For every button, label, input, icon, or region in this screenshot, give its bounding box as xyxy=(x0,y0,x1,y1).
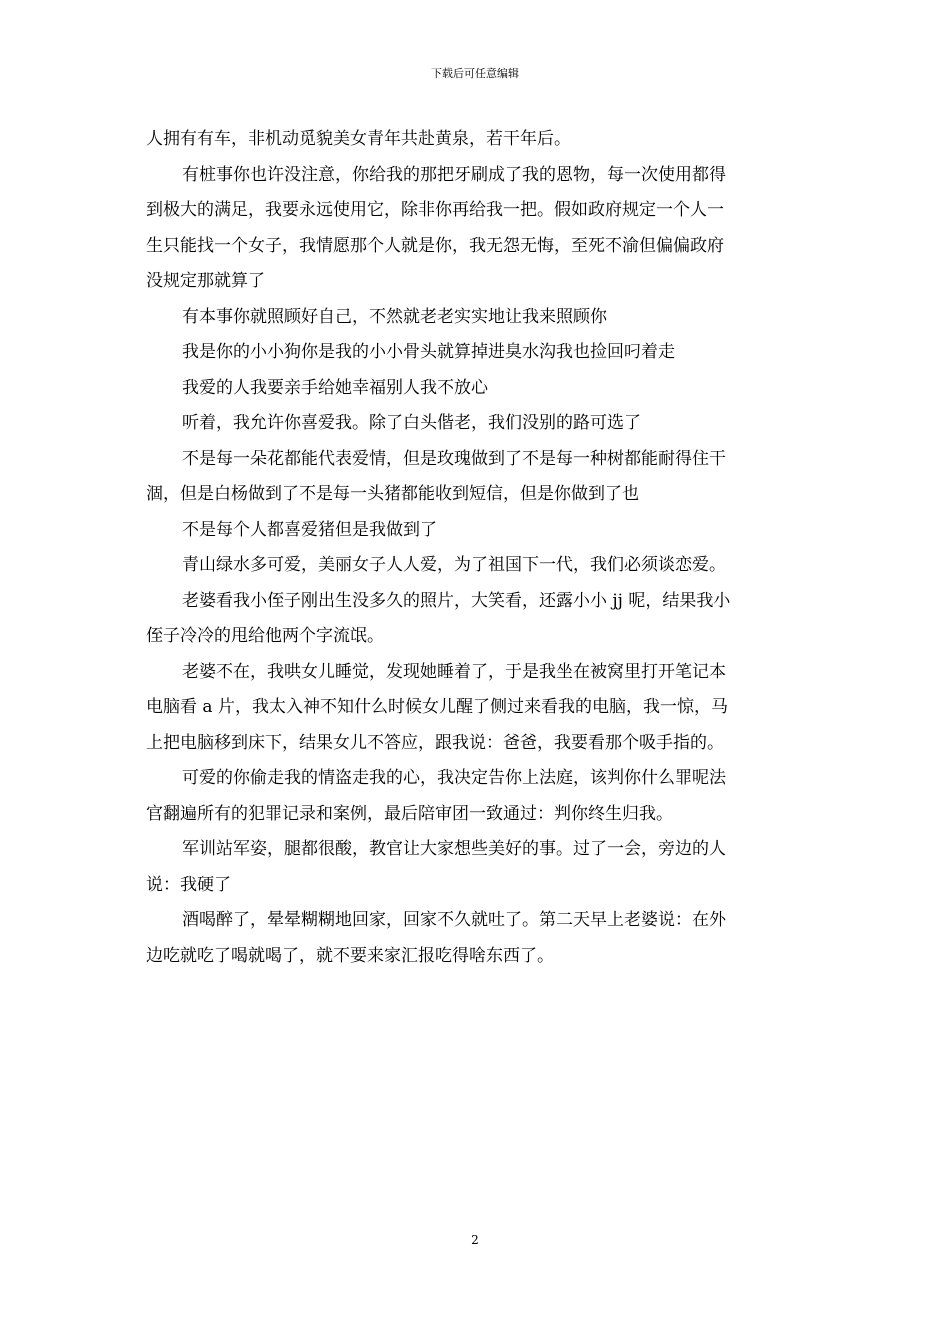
paragraph-line: 不是每一朵花都能代表爱情，但是玫瑰做到了不是每一种树都能耐得住干 xyxy=(182,448,726,469)
paragraph-line: 有本事你就照顾好自己，不然就老老实实地让我来照顾你 xyxy=(182,306,607,327)
paragraph-line: 电脑看 a 片，我太入神不知什么时候女儿醒了侧过来看我的电脑，我一惊，马 xyxy=(146,697,728,717)
paragraph-line: 酒喝醉了，晕晕糊糊地回家，回家不久就吐了。第二天早上老婆说：在外 xyxy=(182,910,726,930)
paragraph-line: 没规定那就算了 xyxy=(146,271,265,291)
paragraph xyxy=(146,300,808,336)
paragraph-line: 侄子冷冷的甩给他两个字流氓。 xyxy=(146,626,384,646)
paragraph-line: 人拥有有车，非机动觅貌美女青年共赴黄泉，若干年后。 xyxy=(146,129,571,149)
paragraph-line: 青山绿水多可爱，美丽女子人人爱，为了祖国下一代，我们必须谈恋爱。 xyxy=(182,555,726,575)
paragraph-line: 老婆不在，我哄女儿睡觉，发现她睡着了，于是我坐在被窝里打开笔记本 xyxy=(182,661,726,682)
paragraph xyxy=(146,761,808,832)
paragraph xyxy=(146,122,808,158)
paragraph xyxy=(146,442,808,513)
page-header: 下载后可任意编辑 xyxy=(431,67,519,80)
paragraph-line: 上把电脑移到床下，结果女儿不答应，跟我说：爸爸，我要看那个吸手指的。 xyxy=(146,732,724,753)
paragraph xyxy=(146,903,808,974)
paragraph-line: 有桩事你也许没注意，你给我的那把牙刷成了我的恩物，每一次使用都得 xyxy=(182,164,726,185)
paragraph xyxy=(146,584,808,655)
paragraph-line: 官翻遍所有的犯罪记录和案例，最后陪审团一致通过：判你终生归我。 xyxy=(146,803,673,824)
paragraph-line: 军训站军姿，腿都很酸，教官让大家想些美好的事。过了一会，旁边的人 xyxy=(182,839,726,859)
paragraph-line: 老婆看我小侄子刚出生没多久的照片，大笑看，还露小小 jj 呢，结果我小 xyxy=(182,590,731,611)
paragraph xyxy=(146,371,808,407)
paragraph xyxy=(146,513,808,549)
paragraph-line: 生只能找一个女子，我情愿那个人就是你，我无怨无悔，至死不渝但偏偏政府 xyxy=(146,235,724,256)
paragraph-line: 不是每个人都喜爱猪但是我做到了 xyxy=(182,519,437,540)
paragraph-line: 我是你的小小狗你是我的小小骨头就算掉进臭水沟我也捡回叼着走 xyxy=(182,342,675,362)
paragraph-line: 可爱的你偷走我的情盗走我的心，我决定告你上法庭，该判你什么罪呢法 xyxy=(182,768,726,788)
paragraph-line: 边吃就吃了喝就喝了，就不要来家汇报吃得啥东西了。 xyxy=(146,945,554,966)
paragraph xyxy=(146,406,808,442)
page-number: 2 xyxy=(471,1233,479,1247)
paragraph xyxy=(146,335,808,371)
paragraph xyxy=(146,655,808,762)
paragraph-line: 说：我硬了 xyxy=(146,874,231,895)
paragraph-line: 听着，我允许你喜爱我。除了白头偕老，我们没别的路可选了 xyxy=(182,413,641,433)
paragraph xyxy=(146,548,808,584)
paragraph xyxy=(146,158,808,300)
paragraph-line: 到极大的满足，我要永远使用它，除非你再给我一把。假如政府规定一个人一 xyxy=(146,200,724,220)
paragraph-line: 我爱的人我要亲手给她幸福别人我不放心 xyxy=(182,377,488,398)
paragraph-line: 涸，但是白杨做到了不是每一头猪都能收到短信，但是你做到了也 xyxy=(146,484,639,504)
paragraph xyxy=(146,832,808,903)
document-body xyxy=(146,122,808,974)
